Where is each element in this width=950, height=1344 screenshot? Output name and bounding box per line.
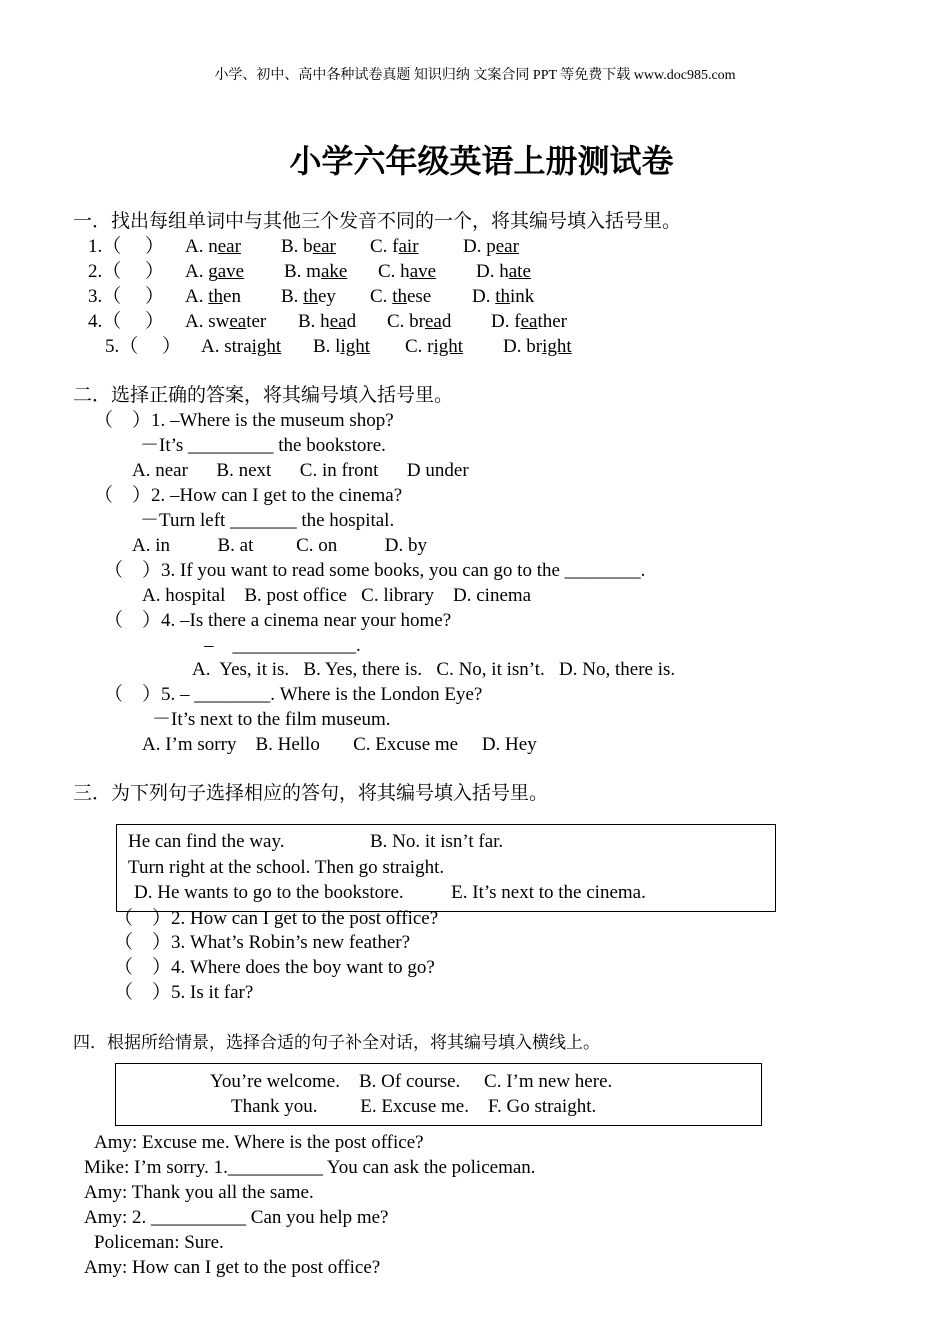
section2-line: －It’s next to the film museum. <box>152 709 391 730</box>
section2-options: A. near B. next C. in front D under <box>132 460 469 481</box>
section1-option-c <box>405 335 463 359</box>
section1-item-number: 3.（ ） <box>88 286 165 307</box>
section1-option-b <box>281 235 336 259</box>
word-part: B. h <box>298 311 330 332</box>
dialogue-line: Amy: 2. __________ Can you help me? <box>84 1207 389 1228</box>
section3-box-line: Turn right at the school. Then go straight. <box>128 857 445 878</box>
word-part: C. r <box>405 336 434 357</box>
dialogue-line: Amy: Excuse me. Where is the post office? <box>94 1132 424 1153</box>
word-part: B. l <box>313 336 341 357</box>
word-part: B. <box>281 286 304 307</box>
section1-option-c <box>378 260 436 284</box>
section2-line: －Turn left _______ the hospital. <box>140 510 395 531</box>
underlined-letters: ave <box>217 261 245 282</box>
word-part: C. <box>370 286 393 307</box>
word-part: d <box>346 311 357 332</box>
underlined-letters: air <box>398 236 419 257</box>
section1-option-b <box>298 310 356 334</box>
word-part: D. p <box>463 236 496 257</box>
underlined-letters: ake <box>320 261 348 282</box>
section1-option-c <box>370 235 419 259</box>
section1-item-number: 1.（ ） <box>88 236 165 257</box>
section3-question: （ ）2. How can I get to the post office? <box>114 908 439 929</box>
section3-question: （ ）4. Where does the boy want to go? <box>114 957 435 978</box>
word-part: ther <box>537 311 567 332</box>
section1-option-b <box>284 260 347 284</box>
word-part: D. f <box>491 311 521 332</box>
underlined-letters: ea <box>520 311 538 332</box>
underlined-letters: ight <box>340 336 371 357</box>
section1-option-c <box>370 285 431 309</box>
underlined-letters: ea <box>229 311 247 332</box>
underlined-letters: th <box>392 286 407 307</box>
underlined-letters: ave <box>409 261 437 282</box>
section1-option-d <box>472 285 534 309</box>
section2-options: A. Yes, it is. B. Yes, there is. C. No, it isn’t. D. No, there is. <box>192 659 676 680</box>
section1-option-d <box>476 260 531 284</box>
word-part: ese <box>406 286 432 307</box>
underlined-letters: ear <box>495 236 519 257</box>
word-part: A. sw <box>185 311 230 332</box>
underlined-letters: ea <box>329 311 347 332</box>
section2-line: （ ）1. –Where is the museum shop? <box>94 410 394 431</box>
underlined-letters: ear <box>312 236 336 257</box>
section3-question: （ ）3. What’s Robin’s new feather? <box>114 932 411 953</box>
section1-option-a <box>185 260 244 284</box>
section4-box-line: You’re welcome. B. Of course. C. I’m new here. <box>210 1071 613 1092</box>
section3-question: （ ）5. Is it far? <box>114 982 254 1003</box>
word-part: D. br <box>503 336 543 357</box>
section4-box-line: Thank you. E. Excuse me. F. Go straight. <box>231 1096 597 1117</box>
section1-option-d <box>503 335 572 359</box>
word-part: A. g <box>185 261 218 282</box>
section1-option-d <box>463 235 519 259</box>
underlined-letters: ight <box>433 336 464 357</box>
section3-heading: 三．为下列句子选择相应的答句，将其编号填入括号里。 <box>73 783 549 804</box>
word-part: en <box>223 286 241 307</box>
underlined-letters: th <box>208 286 224 307</box>
word-part: C. h <box>378 261 410 282</box>
underlined-letters: th <box>495 286 511 307</box>
section2-line: （ ）3. If you want to read some books, you can go to the ________. <box>104 560 646 581</box>
section1-option-a <box>185 285 241 309</box>
section1-option-a <box>201 335 281 359</box>
word-part: ter <box>246 311 267 332</box>
section1-item-number: 5.（ ） <box>105 336 182 357</box>
section2-line: （ ）4. –Is there a cinema near your home? <box>104 610 452 631</box>
word-part: ey <box>317 286 336 307</box>
section3-box-line: D. He wants to go to the bookstore. E. It’s next to the cinema. <box>134 882 646 903</box>
section4-heading: 四．根据所给情景，选择合适的句子补全对话，将其编号填入横线上。 <box>73 1033 600 1052</box>
dialogue-line: Policeman: Sure. <box>94 1232 224 1253</box>
word-part: A. n <box>185 236 218 257</box>
section2-line: －It’s _________ the bookstore. <box>140 435 386 456</box>
section1-item-number: 4.（ ） <box>88 311 165 332</box>
underlined-letters: ate <box>508 261 531 282</box>
word-part: D. h <box>476 261 509 282</box>
word-part: C. f <box>370 236 399 257</box>
word-part: B. m <box>284 261 321 282</box>
section1-item-number: 2.（ ） <box>88 261 165 282</box>
underlined-letters: th <box>303 286 318 307</box>
section2-options: A. hospital B. post office C. library D. cinema <box>142 585 532 606</box>
page-title: 小学六年级英语上册测试卷 <box>289 142 674 180</box>
section2-heading: 二．选择正确的答案，将其编号填入括号里。 <box>73 385 454 406</box>
section1-option-d <box>491 310 567 334</box>
section3-box-line: He can find the way. B. No. it isn’t far. <box>128 831 504 852</box>
dialogue-line: Amy: Thank you all the same. <box>84 1182 314 1203</box>
word-part: ink <box>510 286 535 307</box>
word-part: B. b <box>281 236 313 257</box>
underlined-letters: ight <box>251 336 282 357</box>
section2-line: （ ）5. – ________. Where is the London Eye? <box>104 684 483 705</box>
section1-option-a <box>185 235 241 259</box>
word-part: D. <box>472 286 496 307</box>
section2-options: A. I’m sorry B. Hello C. Excuse me D. Hey <box>142 734 537 755</box>
dialogue-line: Mike: I’m sorry. 1.__________ You can ask the policeman. <box>84 1157 536 1178</box>
section1-option-c <box>387 310 451 334</box>
underlined-letters: ear <box>217 236 241 257</box>
section1-heading: 一．找出每组单词中与其他三个发音不同的一个，将其编号填入括号里。 <box>73 211 682 232</box>
section2-line: （ ）2. –How can I get to the cinema? <box>94 485 403 506</box>
section2-options: A. in B. at C. on D. by <box>132 535 428 556</box>
underlined-letters: ight <box>542 336 572 357</box>
page-header: 小学、初中、高中各种试卷真题 知识归纳 文案合同 PPT 等免费下载 www.doc985.com <box>214 68 736 83</box>
word-part: C. br <box>387 311 425 332</box>
section2-line: – _____________. <box>204 635 361 656</box>
dialogue-line: Amy: How can I get to the post office? <box>84 1257 381 1278</box>
section1-option-a <box>185 310 266 334</box>
section1-option-b <box>313 335 370 359</box>
word-part: A. <box>185 286 209 307</box>
section1-option-b <box>281 285 336 309</box>
word-part: d <box>441 311 452 332</box>
word-part: A. stra <box>201 336 252 357</box>
underlined-letters: ea <box>425 311 442 332</box>
